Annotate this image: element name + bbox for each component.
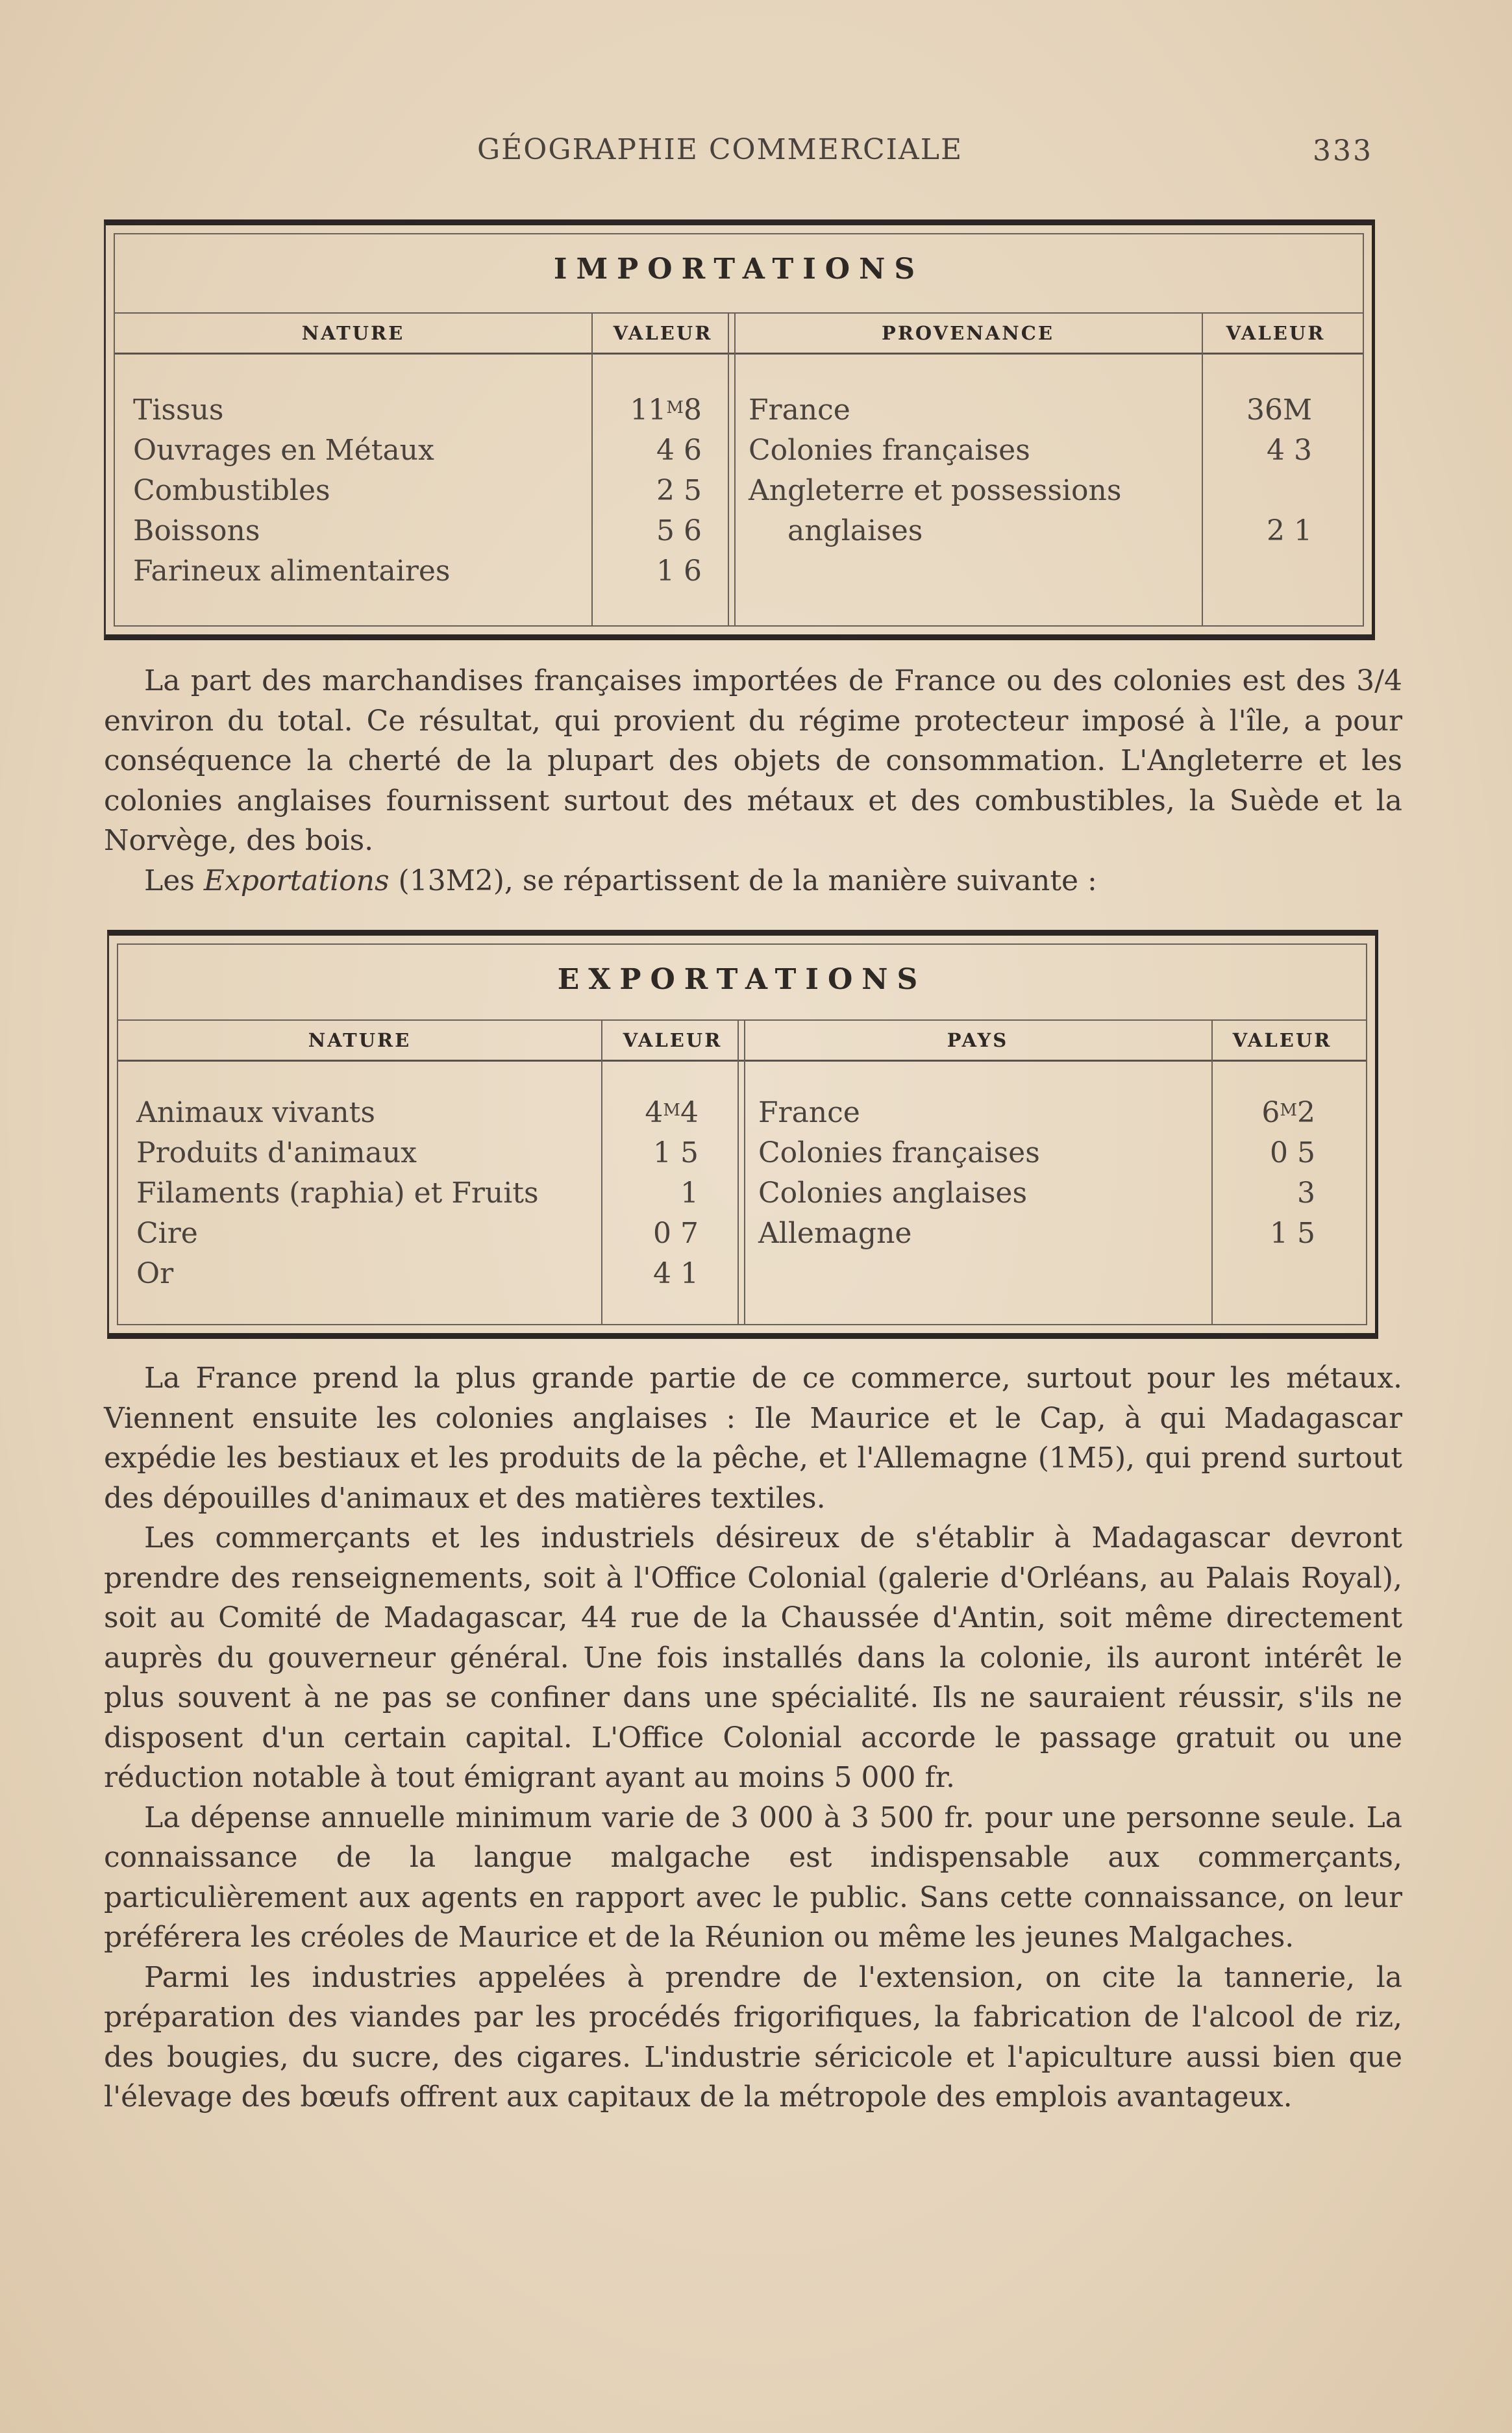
table-cell: Cire (136, 1217, 198, 1250)
table-cell: 1 6 (656, 555, 702, 588)
table-cell: 4 6 (656, 434, 702, 467)
importations-header-valeur: VALEUR (613, 322, 713, 344)
table-cell: Filaments (raphia) et Fruits (136, 1177, 539, 1210)
exportations-header-valeur-2: VALEUR (1232, 1029, 1332, 1051)
exportations-pays-values (1211, 1093, 1315, 1254)
paragraph (104, 861, 1402, 901)
importations-provenance-values (1202, 390, 1312, 551)
table-cell (1202, 471, 1312, 511)
importations-header-nature: NATURE (301, 322, 405, 344)
importations-title: IMPORTATIONS (553, 253, 924, 286)
exportations-divider (737, 1019, 739, 1324)
importations-table-frame (114, 233, 1364, 627)
paragraph-text: La part des marchandises françaises importées de France ou des colonies est des 3/4 environ du total. Ce résultat, qui provient du régime protecteur imposé à l'île, a pour conséquence la cherté de la plupart des objets de consommation. L'Angleterre et les colonies anglaises fournissent surtout des métaux et des combustibles, la Suède et la Norvège, des bois. (104, 664, 1402, 857)
exportations-header-row (118, 1019, 1366, 1062)
table-cell: 0 5 (1270, 1136, 1315, 1169)
table-cell: Colonies françaises (758, 1136, 1040, 1169)
table-cell: 4 3 (1267, 434, 1312, 467)
importations-header-row (115, 312, 1363, 355)
table-cell: France (749, 393, 850, 427)
table-cell: Colonies anglaises (758, 1177, 1028, 1210)
paragraph: Parmi les industries appelées à prendre de l'extension, on cite la tannerie, la préparation des viandes par les procédés frigorifiques, la fabrication de l'alcool de riz, des bougies, du sucre, des cigares. L'industrie séricicole et l'apiculture aussi bien que l'élevage des bœufs offrent aux capitaux de la métropole des emplois avantageux. (104, 1960, 1402, 2114)
importations-nature-values (591, 390, 702, 592)
table-cell: Allemagne (758, 1217, 912, 1250)
paragraph: La France prend la plus grande partie de ce commerce, surtout pour les métaux. Viennent ensuite les colonies anglaises : Ile Maurice et le Cap, à qui Madagascar expédie les bestiaux et les produits de la pêche, et l'Allemagne (1M5), qui prend surtout des dépouilles d'animaux et des matières textiles. (104, 1362, 1402, 1515)
exportations-title: EXPORTATIONS (557, 963, 927, 996)
table-cell: Farineux alimentaires (133, 555, 451, 588)
table-cell: Ouvrages en Métaux (133, 434, 434, 467)
page-number: 333 (1313, 134, 1373, 168)
table-cell: 1 5 (1270, 1217, 1315, 1250)
paragraph-text: Les (144, 864, 195, 897)
exportations-header-valeur: VALEUR (623, 1029, 723, 1051)
exportations-nature-values (601, 1093, 699, 1294)
import-commentary (104, 661, 1402, 901)
table-cell: Produits d'animaux (136, 1136, 417, 1169)
table-cell: 2 5 (656, 474, 702, 507)
page-header (0, 133, 1512, 172)
table-cell: 5 6 (656, 514, 702, 547)
exportations-table-frame (117, 943, 1367, 1325)
exportations-header-nature: NATURE (308, 1029, 412, 1051)
table-cell: Combustibles (133, 474, 330, 507)
paragraph-text: (13M2), se répartissent de la manière suivante : (398, 864, 1097, 897)
exportations-table (107, 930, 1378, 1339)
table-cell: Tissus (133, 393, 224, 427)
table-cell: 1 5 (653, 1136, 699, 1169)
running-title: GÉOGRAPHIE COMMERCIALE (477, 133, 963, 166)
italic-term: Exportations (203, 864, 390, 897)
exportations-pays-column (758, 1093, 1206, 1254)
body-text (104, 1358, 1402, 2117)
table-cell: 3 (1297, 1177, 1315, 1210)
table-cell: 36M (1246, 393, 1312, 427)
table-cell: $6^M2$ (1261, 1096, 1315, 1129)
table-cell: Angleterre et possessions (749, 474, 1122, 507)
table-cell: Or (136, 1257, 174, 1290)
exportations-nature-column (136, 1093, 597, 1294)
importations-divider (728, 312, 729, 625)
table-cell: France (758, 1096, 860, 1129)
paragraph (104, 661, 1402, 861)
table-cell: $4^M4$ (645, 1096, 699, 1129)
importations-provenance-column (749, 390, 1196, 551)
paragraph: Les commerçants et les industriels désireux de s'établir à Madagascar devront prendre des renseignements, soit à l'Office Colonial (galerie d'Orléans, au Palais Royal), soit au Comité de Madagascar, 44 rue de la Chaussée d'Antin, soit même directement auprès du gouverneur général. Une fois installés dans la colonie, ils auront intérêt le plus souvent à ne pas se confiner dans une spécialité. Ils ne sauraient réussir, s'ils ne disposent d'un certain capital. L'Office Colonial accorde le passage gratuit ou une réduction notable à tout émigrant ayant au moins 5 000 fr. (104, 1521, 1402, 1794)
importations-nature-column (133, 390, 588, 592)
table-cell: 0 7 (653, 1217, 699, 1250)
table-cell: Colonies françaises (749, 434, 1030, 467)
importations-table (104, 219, 1375, 640)
importations-header-provenance: PROVENANCE (882, 322, 1054, 344)
table-cell: 2 1 (1267, 514, 1312, 547)
importations-divider (734, 312, 736, 625)
table-cell: $11^M8$ (630, 393, 702, 427)
table-cell: 1 (680, 1177, 699, 1210)
table-cell: 4 1 (653, 1257, 699, 1290)
table-cell: Boissons (133, 514, 260, 547)
table-cell: anglaises (787, 514, 923, 547)
exportations-divider (744, 1019, 745, 1324)
exportations-header-pays: PAYS (947, 1029, 1009, 1051)
table-cell: Animaux vivants (136, 1096, 375, 1129)
importations-header-valeur-2: VALEUR (1226, 322, 1326, 344)
paragraph: La dépense annuelle minimum varie de 3 000 à 3 500 fr. pour une personne seule. La connaissance de la langue malgache est indispensable aux commerçants, particulièrement aux agents en rapport avec le public. Sans cette connaissance, on leur préférera les créoles de Maurice et de la Réunion ou même les jeunes Malgaches. (104, 1801, 1402, 1954)
